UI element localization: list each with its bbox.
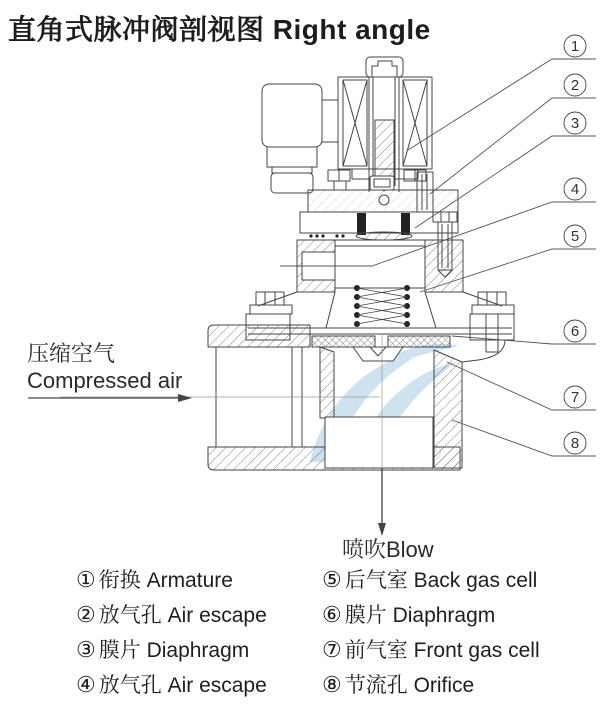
legend-num-8: ⑧ <box>322 672 342 697</box>
compressed-air-label-cn: 压缩空气 <box>27 341 116 366</box>
return-spring <box>354 285 410 327</box>
orifice-outlet <box>325 417 433 468</box>
legend-column-right <box>322 562 540 702</box>
callout-number-6: 6 <box>570 323 580 340</box>
legend-item-4 <box>76 667 267 702</box>
legend-item-7 <box>322 632 540 667</box>
callout-number-1: 1 <box>570 38 580 55</box>
legend-item-5 <box>322 562 540 597</box>
page-title: 直角式脉冲阀剖视图 Right angle <box>8 14 431 45</box>
legend-num-3: ③ <box>76 637 96 662</box>
bolt-right <box>401 213 410 235</box>
legend-label-7: 前气室 Front gas cell <box>344 639 540 662</box>
legend-label-8: 节流孔 Orifice <box>344 674 475 697</box>
compressed-air-label <box>27 340 182 394</box>
connector-box <box>262 84 338 193</box>
blow-label: 喷吹Blow <box>342 537 434 562</box>
legend-item-6 <box>322 597 540 632</box>
pilot-diaphragm <box>356 232 412 240</box>
legend-num-1: ① <box>76 567 96 592</box>
legend-label-6: 膜片 Diaphragm <box>344 604 496 627</box>
legend-num-2: ② <box>76 602 96 627</box>
legend-label-2: 放气孔 Air escape <box>98 604 267 627</box>
callout-number-3: 3 <box>570 115 580 132</box>
legend-item-2 <box>76 597 267 632</box>
legend-num-5: ⑤ <box>322 567 342 592</box>
legend-column-left <box>76 562 267 702</box>
screw-dots <box>309 234 344 237</box>
legend-num-6: ⑥ <box>322 602 342 627</box>
legend-item-8 <box>322 667 540 702</box>
legend-num-4: ④ <box>76 672 96 697</box>
legend-label-4: 放气孔 Air escape <box>98 674 267 697</box>
bolt-left <box>357 213 366 235</box>
legend-label-3: 膜片 Diaphragm <box>98 639 250 662</box>
callout-number-2: 2 <box>570 77 580 94</box>
legend-item-3 <box>76 632 267 667</box>
callout-number-5: 5 <box>570 228 580 245</box>
legend-label-1: 衔换 Armature <box>98 569 233 592</box>
callout-number-7: 7 <box>570 389 580 406</box>
legend-item-1 <box>76 562 267 597</box>
callout-number-8: 8 <box>570 435 580 452</box>
legend-label-5: 后气室 Back gas cell <box>344 569 538 592</box>
bonnet <box>300 169 458 240</box>
legend-num-7: ⑦ <box>322 637 342 662</box>
compressed-air-label-en: Compressed air <box>27 368 183 393</box>
callout-number-4: 4 <box>570 181 580 198</box>
